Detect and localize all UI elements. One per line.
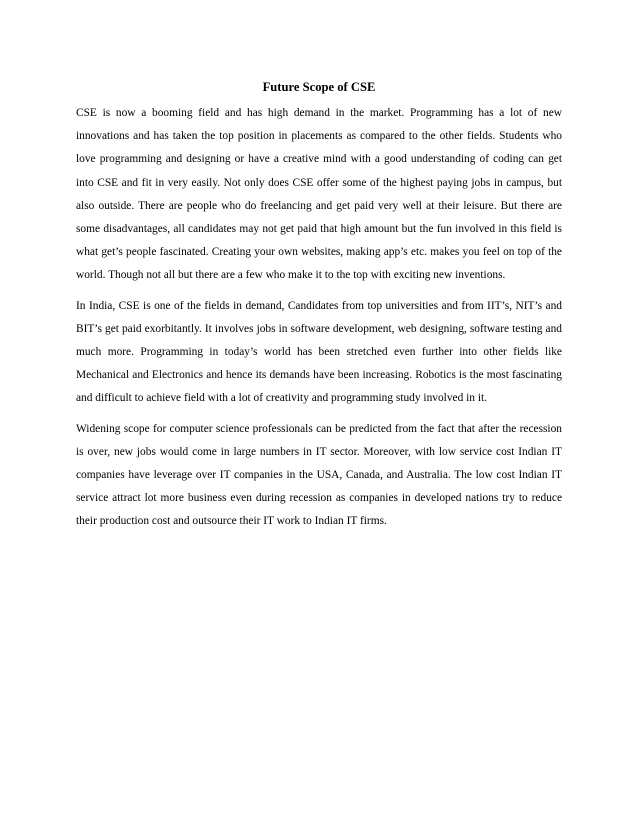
paragraph-2: In India, CSE is one of the fields in demand, Candidates from top universities and from IIT’s, NIT’s and BIT’s get paid exorbitantly. It involves jobs in software development, web designing, software testing and much more. Programming in today’s world has been stretched even further into other fields like Mechanical and Electronics and hence its demands have been increasing. Robotics is the most fascinating and difficult to achieve field with a lot of creativity and programming study involved in it. xyxy=(76,299,562,405)
document-page xyxy=(76,78,562,541)
document-title: Future Scope of CSE xyxy=(262,80,376,94)
paragraph-3: Widening scope for computer science professionals can be predicted from the fact that after the recession is over, new jobs would come in large numbers in IT sector. Moreover, with low service cost Indian IT companies have leverage over IT companies in the USA, Canada, and Australia. The low cost Indian IT service attract lot more business even during recession as companies in developed nations try to reduce their production cost and outsource their IT work to Indian IT firms. xyxy=(76,422,562,528)
paragraph-1: CSE is now a booming field and has high demand in the market. Programming has a lot of new innovations and has taken the top position in placements as compared to the other fields. Students who love programming and designing or have a creative mind with a good understanding of coding can get into CSE and fit in very easily. Not only does CSE offer some of the highest paying jobs in campus, but also outside. There are people who do freelancing and get paid very well at their leisure. But there are some disadvantages, all candidates may not get paid that high amount but the fun involved in this field is what get’s people fascinated. Creating your own websites, making app’s etc. makes you feel on top of the world. Though not all but there are a few who make it to the top with exciting new inventions. xyxy=(76,107,562,282)
